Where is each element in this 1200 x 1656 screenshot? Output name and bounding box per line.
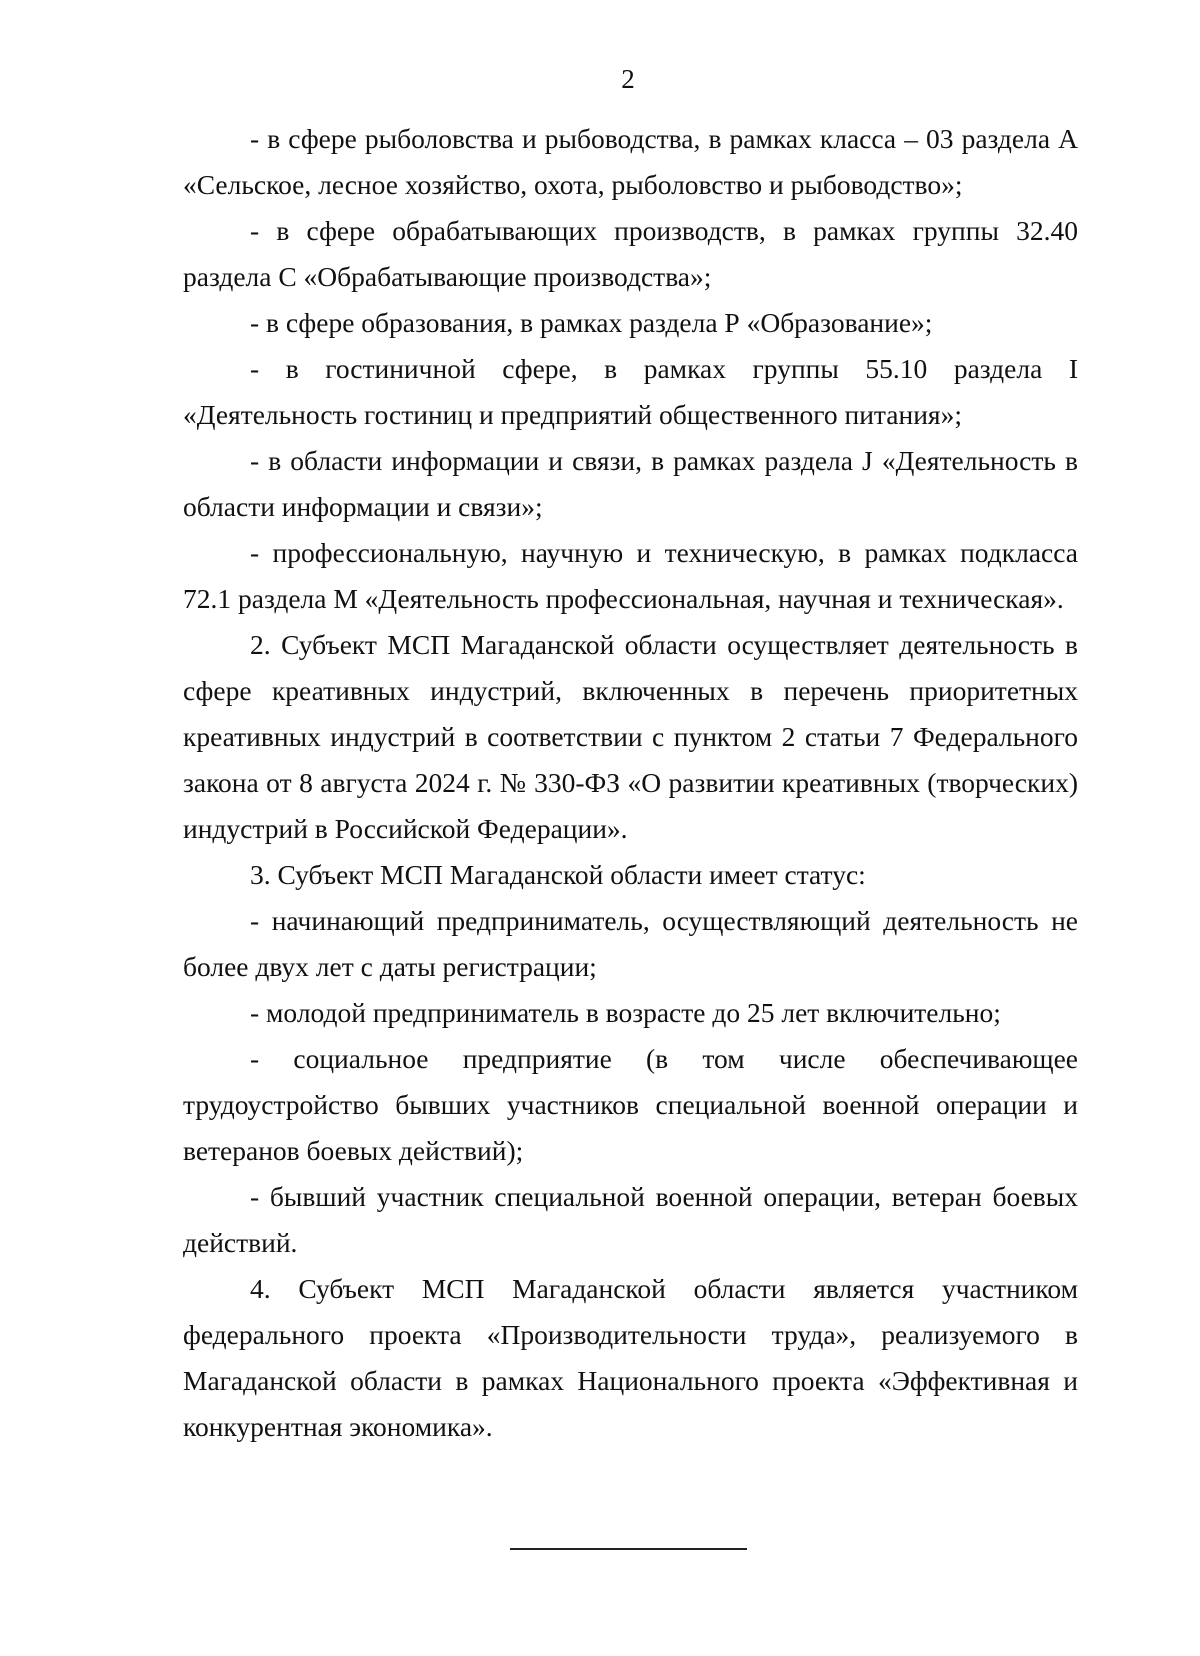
clause-3: 3. Субъект МСП Магаданской области имеет статус:	[250, 859, 866, 890]
status-beginner: - начинающий предприниматель, осуществляющий деятельность не более двух лет с даты регистрации;	[183, 905, 1078, 982]
status-veteran: - бывший участник специальной военной операции, ветеран боевых действий.	[183, 1181, 1078, 1258]
list-item-information: - в области информации и связи, в рамках раздела J «Деятельность в области информации и связи»;	[183, 445, 1078, 522]
closing-divider	[510, 1548, 747, 1550]
status-young: - молодой предприниматель в возрасте до 25 лет включительно;	[250, 997, 1001, 1028]
list-item-manufacturing: - в сфере обрабатывающих производств, в рамках группы 32.40 раздела С «Обрабатывающие производства»;	[183, 215, 1078, 292]
clause-2: 2. Субъект МСП Магаданской области осуществляет деятельность в сфере креативных индустрий, включенных в перечень приоритетных креативных индустрий в соответствии с пунктом 2 статьи 7 Федерального закона от 8 августа 2024 г. № 330-ФЗ «О развитии креативных (творческих) индустрий в Российской Федерации».	[183, 629, 1078, 844]
list-item-hotels: - в гостиничной сфере, в рамках группы 55.10 раздела I «Деятельность гостиниц и предприятий общественного питания»;	[183, 353, 1078, 430]
clause-4: 4. Субъект МСП Магаданской области является участником федерального проекта «Производительности труда», реализуемого в Магаданской области в рамках Национального проекта «Эффективная и конкурентная экономика».	[183, 1273, 1078, 1442]
list-item-education: - в сфере образования, в рамках раздела Р «Образование»;	[250, 307, 933, 338]
page-number: 2	[621, 64, 635, 94]
list-item-fishing: - в сфере рыболовства и рыбоводства, в рамках класса – 03 раздела А «Сельское, лесное хозяйство, охота, рыболовство и рыбоводство»;	[183, 123, 1078, 200]
document-body	[183, 116, 1078, 1450]
list-item-professional: - профессиональную, научную и техническую, в рамках подкласса 72.1 раздела М «Деятельность профессиональная, научная и техническая».	[183, 537, 1078, 614]
status-social: - социальное предприятие (в том числе обеспечивающее трудоустройство бывших участников специальной военной операции и ветеранов боевых действий);	[183, 1043, 1078, 1166]
